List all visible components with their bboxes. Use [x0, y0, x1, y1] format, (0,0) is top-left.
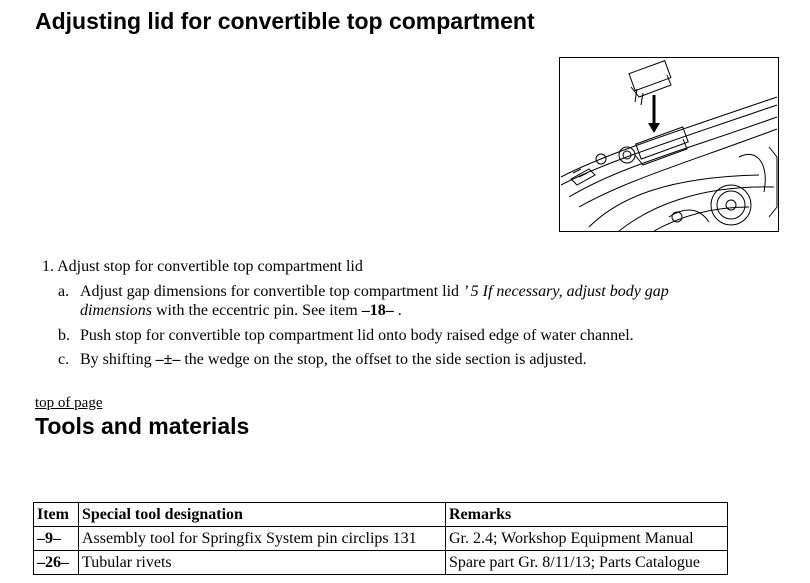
step-b-text: Push stop for convertible top compartment lid onto body raised edge of water channel.	[80, 327, 634, 344]
table-header-row	[34, 503, 728, 527]
step-a-marker: a.	[58, 283, 70, 300]
table-cell-remarks: Spare part Gr. 8/11/13; Parts Catalogue	[446, 551, 728, 575]
step-c-marker: c.	[58, 351, 70, 368]
step-c-line	[80, 351, 587, 369]
top-of-page-link[interactable]: top of page	[35, 395, 103, 411]
table-row	[34, 551, 728, 575]
step-a-ref: ’ 5	[463, 283, 479, 300]
step-a-text: Adjust gap dimensions for convertible top compartment lid	[80, 283, 464, 300]
step-c-item-ref: –±–	[155, 351, 181, 368]
page-title: Adjusting lid for convertible top compartment	[35, 8, 535, 34]
header-remarks: Remarks	[446, 503, 728, 527]
table-cell-designation: Assembly tool for Springfix System pin circlips 131	[79, 527, 446, 551]
table-cell-remarks: Gr. 2.4; Workshop Equipment Manual	[446, 527, 728, 551]
step-a-line2-end: .	[393, 302, 402, 319]
step-a-line2-text: with the eccentric pin. See item	[152, 302, 362, 319]
step-a-item-ref: –18–	[361, 302, 394, 319]
step-a-line1	[80, 283, 669, 301]
tools-table	[33, 502, 728, 575]
step-a-line2-italic: dimensions	[80, 302, 152, 319]
step-c-text-post: the wedge on the stop, the offset to the side section is adjusted.	[180, 351, 587, 368]
table-cell-item: –9–	[34, 527, 79, 551]
step-b-marker: b.	[58, 327, 70, 344]
step-a-line2	[80, 302, 402, 320]
step-a-italic: If necessary, adjust body gap	[478, 283, 669, 300]
lid-stop-illustration	[559, 57, 779, 232]
table-cell-item: –26–	[34, 551, 79, 575]
table-cell-designation: Tubular rivets	[79, 551, 446, 575]
step-1: 1. Adjust stop for convertible top compartment lid	[42, 258, 363, 275]
step-c-text-pre: By shifting	[80, 351, 156, 368]
header-item: Item	[34, 503, 79, 527]
header-designation: Special tool designation	[79, 503, 446, 527]
table-row	[34, 527, 728, 551]
section-title: Tools and materials	[35, 413, 250, 439]
